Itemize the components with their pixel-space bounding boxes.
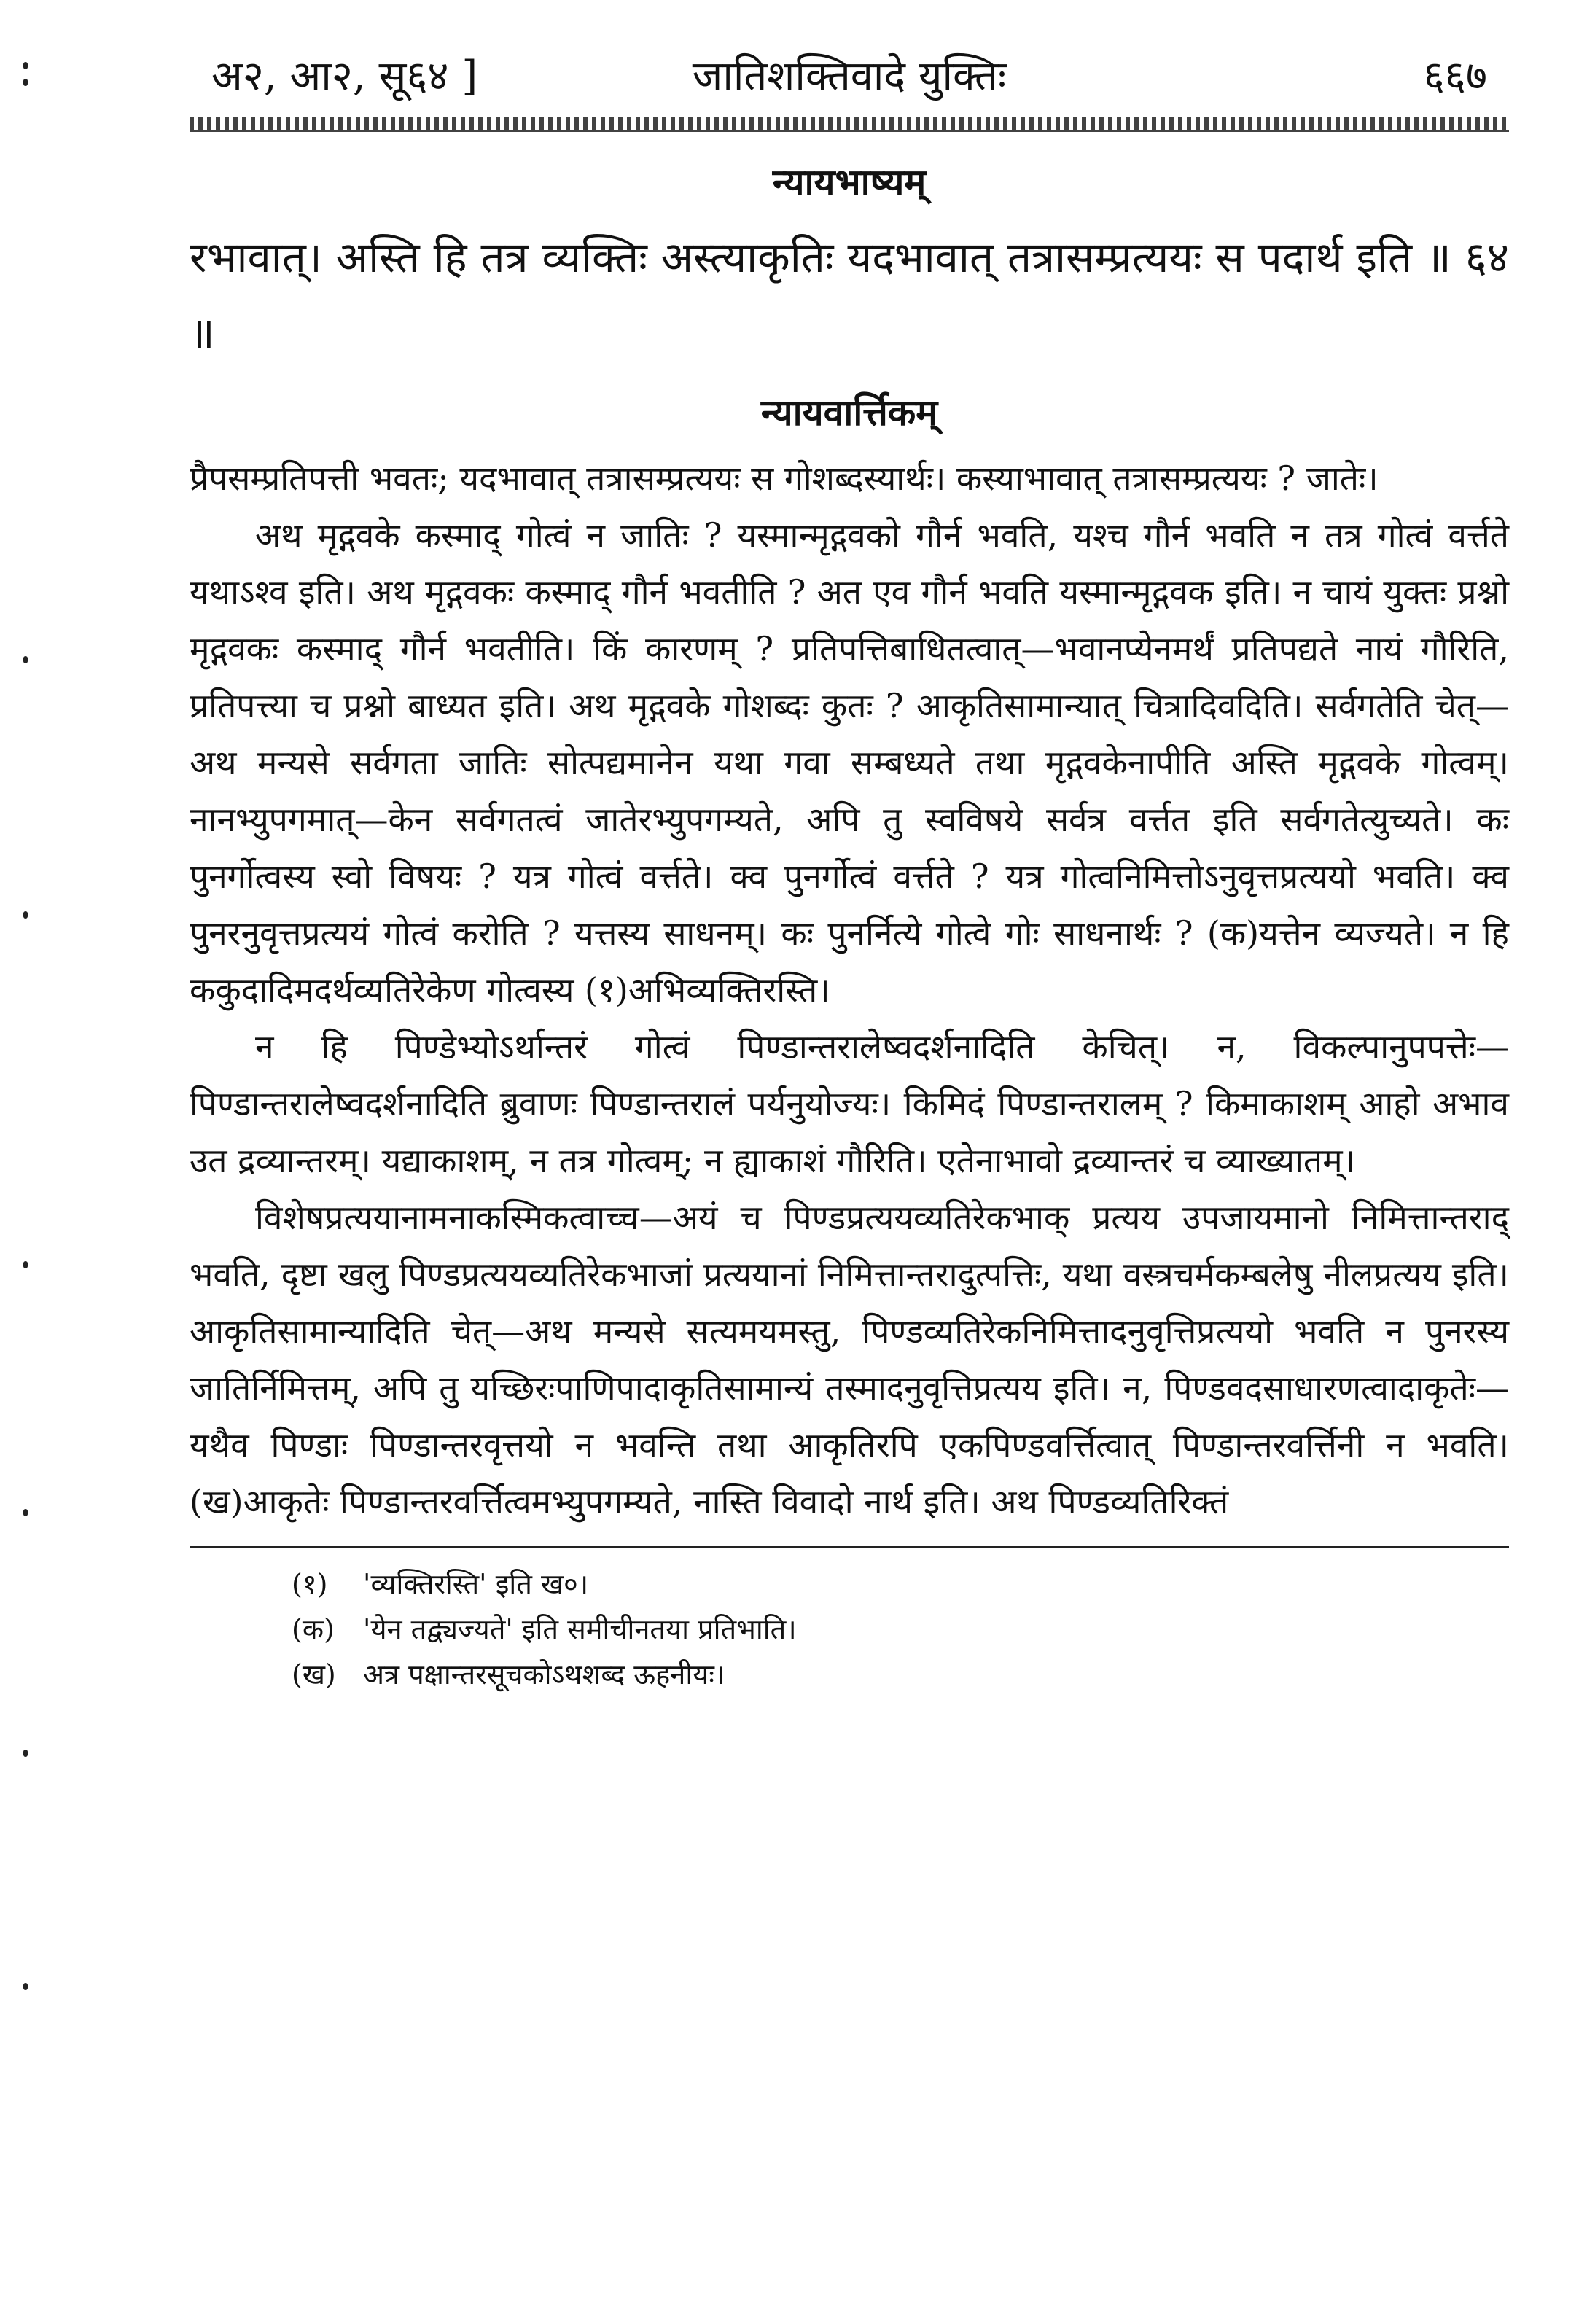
footnote [292,1652,1509,1697]
header-title: जातिशक्तिवादे युक्तिः [692,52,1007,100]
margin-mark [23,62,28,69]
footnote-divider [190,1546,1509,1548]
footnote [292,1561,1509,1607]
margin-mark [23,656,28,663]
footnote-mark: (ख) [292,1658,336,1691]
margin-marks [0,0,44,2324]
footnote-text: अत्र पक्षान्तरसूचकोऽथशब्द ऊहनीयः। [363,1658,725,1691]
footnote [292,1607,1509,1652]
header-reference: अ२, आ२, सू६४ ] [211,52,478,100]
footnote-text: 'व्यक्तिरस्ति' इति ख०। [363,1568,589,1600]
margin-mark [23,1261,28,1268]
vartika-paragraph: न हि पिण्डेभ्योऽर्थान्तरं गोत्वं पिण्डान्तरालेष्वदर्शनादिति केचित्। न, विकल्पानुपपत्तेः—पिण्डान्तरालेष्वदर्शनादिति ब्रुवाणः पिण्डान्तरालं पर्यनुयोज्यः। किमिदं पिण्डान्तरालम् ? किमाकाशम् आहो अभाव उत द्रव्यान्तरम्। यद्याकाशम्, न तत्र गोत्वम्; न ह्याकाशं गौरिति। एतेनाभावो द्रव्यान्तरं च व्याख्यातम्। [190,1027,1509,1180]
page [190,44,1509,1697]
vartika-paragraph: प्रैपसम्प्रतिपत्ती भवतः; यदभावात् तत्रासम्प्रत्ययः स गोशब्दस्यार्थः। कस्याभावात् तत्रासम्प्रत्ययः ? जातेः। [190,459,1379,498]
footnote-mark: (क) [292,1613,335,1645]
vartika-paragraph: अथ मृद्गवके कस्माद् गोत्वं न जातिः ? यस्मान्मृद्गवको गौर्न भवति, यश्च गौर्न भवति न तत्र गोत्वं वर्त्तते यथाऽश्व इति। अथ मृद्गवकः कस्माद् गौर्न भवतीति ? अत एव गौर्न भवति यस्मान्मृद्गवक इति। न चायं युक्तः प्रश्नो मृद्गवकः कस्माद् गौर्न भवतीति। किं कारणम् ? प्रतिपत्तिबाधितत्वात्—भवानप्येनमर्थं प्रतिपद्यते नायं गौरिति, प्रतिपत्त्या च प्रश्नो बाध्यत इति। अथ मृद्गवके गोशब्दः कुतः ? आकृतिसामान्यात् चित्रादिवदिति। सर्वगतेति चेत्—अथ मन्यसे सर्वगता जातिः सोत्पद्यमानेन यथा गवा सम्बध्यते तथा मृद्गवकेनापीति अस्ति मृद्गवके गोत्वम्। नानभ्युपगमात्—केन सर्वगतत्वं जातेरभ्युपगम्यते, अपि तु स्वविषये सर्वत्र वर्त्तत इति सर्वगतेत्युच्यते। कः पुनर्गोत्वस्य स्वो विषयः ? यत्र गोत्वं वर्त्तते। क्व पुनर्गोत्वं वर्त्तते ? यत्र गोत्वनिमित्तोऽनुवृत्तप्रत्ययो भवति। क्व पुनरनुवृत्तप्रत्ययं गोत्वं करोति ? यत्तस्य साधनम्। कः पुनर्नित्ये गोत्वे गोः साधनार्थः ? (क)यत्तेन व्यज्यते। न हि ककुदादिमदर्थव्यतिरेकेण गोत्वस्य (१)अभिव्यक्तिरस्ति। [190,515,1510,1010]
page-number: ६६७ [1423,52,1487,100]
footnote-mark: (१) [292,1568,328,1600]
footnotes [190,1561,1509,1697]
margin-mark [23,1750,28,1757]
nyayabhashya-title: न्यायभाष्यम् [772,160,927,203]
running-header [190,44,1509,109]
nyayabhashya-text: रभावात्। अस्ति हि तत्र व्यक्तिः अस्त्याकृतिः यदभावात् तत्रासम्प्रत्ययः स पदार्थ इति ॥ ६४ ॥ [190,233,1509,358]
footnote-text: 'येन तद्व्यज्यते' इति समीचीनतया प्रतिभाति। [363,1613,797,1645]
header-divider [190,117,1509,132]
margin-mark [23,79,28,86]
vartika-paragraph: विशेषप्रत्ययानामनाकस्मिकत्वाच्च—अयं च पिण्डप्रत्ययव्यतिरेकभाक् प्रत्यय उपजायमानो निमित्तान्तराद् भवति, दृष्टा खलु पिण्डप्रत्ययव्यतिरेकभाजां प्रत्ययानां निमित्तान्तरादुत्पत्तिः, यथा वस्त्रचर्मकम्बलेषु नीलप्रत्यय इति। आकृतिसामान्यादिति चेत्—अथ मन्यसे सत्यमयमस्तु, पिण्डव्यतिरेकनिमित्तादनुवृत्तिप्रत्ययो भवति न पुनरस्य जातिर्निमित्तम्, अपि तु यच्छिरःपाणिपादाकृतिसामान्यं तस्मादनुवृत्तिप्रत्यय इति। न, पिण्डवदसाधारणत्वादाकृतेः—यथैव पिण्डाः पिण्डान्तरवृत्तयो न भवन्ति तथा आकृतिरपि एकपिण्डवर्त्तित्वात् पिण्डान्तरवर्त्तिनी न भवति। (ख)आकृतेः पिण्डान्तरवर्त्तित्वमभ्युपगम्यते, नास्ति विवादो नार्थ इति। अथ पिण्डव्यतिरिक्तं [190,1198,1509,1521]
nyayavartika-title: न्यायवार्त्तिकम् [760,391,938,434]
margin-mark [23,1509,28,1516]
margin-mark [23,911,28,919]
margin-mark [23,1983,28,1990]
